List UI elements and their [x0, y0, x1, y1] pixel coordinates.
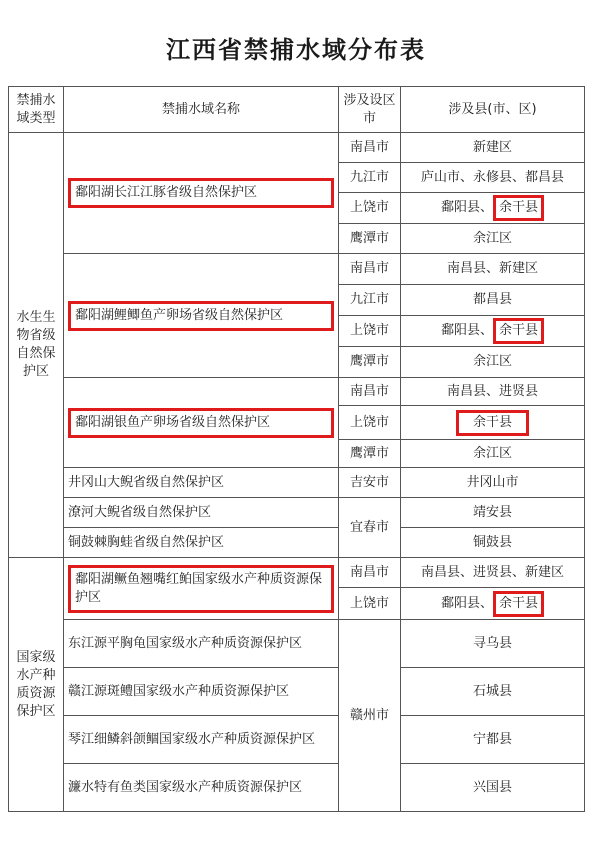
city-cell: 九江市	[339, 285, 401, 316]
type-cell-nature: 水生生物省级自然保护区	[9, 133, 64, 558]
city-cell: 鹰潭市	[339, 347, 401, 378]
county-text: 鄱阳县、	[440, 595, 493, 611]
zone-name-cell: 东江源平胸龟国家级水产种质资源保护区	[64, 620, 339, 668]
county-cell: 余江区	[401, 347, 585, 378]
county-cell: 南昌县、新建区	[401, 254, 585, 285]
zone-name-cell	[64, 133, 339, 254]
table-row	[9, 668, 585, 716]
city-cell: 南昌市	[339, 254, 401, 285]
page-title: 江西省禁捕水域分布表	[166, 35, 426, 64]
prohibited-waters-table	[8, 86, 585, 812]
city-cell: 鹰潭市	[339, 440, 401, 468]
county-cell: 铜鼓县	[401, 528, 585, 558]
county-cell: 南昌县、进贤县	[401, 378, 585, 406]
county-text: 鄱阳县、	[440, 200, 493, 215]
county-cell: 兴国县	[401, 764, 585, 812]
city-cell: 上饶市	[339, 193, 401, 224]
city-cell: 上饶市	[339, 316, 401, 347]
county-cell: 新建区	[401, 133, 585, 163]
city-cell: 上饶市	[339, 588, 401, 620]
zone-name-cell	[64, 558, 339, 620]
table-row	[9, 133, 585, 163]
city-cell: 九江市	[339, 163, 401, 193]
city-cell: 赣州市	[339, 620, 401, 812]
county-cell: 余江区	[401, 440, 585, 468]
county-cell: 南昌县、进贤县、新建区	[401, 558, 585, 588]
type-cell-germplasm: 国家级水产种质资源保护区	[9, 558, 64, 812]
zone-name-highlight: 鄱阳湖鲤鲫鱼产卵场省级自然保护区	[68, 301, 334, 331]
zone-name-cell: 潦河大鲵省级自然保护区	[64, 498, 339, 528]
county-cell: 余江区	[401, 224, 585, 254]
city-cell: 南昌市	[339, 133, 401, 163]
city-cell: 南昌市	[339, 558, 401, 588]
county-highlight: 余干县	[456, 410, 529, 436]
county-cell	[401, 316, 585, 347]
county-cell	[401, 588, 585, 620]
zone-name-highlight: 鄱阳湖长江江豚省级自然保护区	[68, 178, 334, 208]
zone-name-cell: 井冈山大鲵省级自然保护区	[64, 468, 339, 498]
zone-name-cell	[64, 254, 339, 378]
county-highlight: 余干县	[493, 591, 544, 617]
city-cell: 上饶市	[339, 406, 401, 440]
header-type: 禁捕水域类型	[9, 87, 64, 133]
county-cell: 宁都县	[401, 716, 585, 764]
header-city: 涉及设区市	[339, 87, 401, 133]
table-row	[9, 620, 585, 668]
county-highlight: 余干县	[493, 195, 544, 221]
table-row	[9, 378, 585, 406]
city-cell: 宜春市	[339, 498, 401, 558]
county-text: 鄱阳县、	[440, 323, 493, 338]
table-header-row	[9, 87, 585, 133]
header-name: 禁捕水域名称	[64, 87, 339, 133]
zone-name-highlight: 鄱阳湖银鱼产卵场省级自然保护区	[68, 408, 334, 438]
table-row	[9, 764, 585, 812]
county-cell: 井冈山市	[401, 468, 585, 498]
zone-name-highlight: 鄱阳湖鳜鱼翘嘴红鲌国家级水产种质资源保护区	[68, 565, 334, 613]
county-cell	[401, 406, 585, 440]
city-cell: 鹰潭市	[339, 224, 401, 254]
county-cell: 都昌县	[401, 285, 585, 316]
county-cell: 庐山市、永修县、都昌县	[401, 163, 585, 193]
table-row	[9, 716, 585, 764]
zone-name-cell: 琴江细鳞斜颌鲴国家级水产种质资源保护区	[64, 716, 339, 764]
county-cell	[401, 193, 585, 224]
zone-name-cell: 濂水特有鱼类国家级水产种质资源保护区	[64, 764, 339, 812]
table-row	[9, 254, 585, 285]
table-row	[9, 498, 585, 528]
table-row	[9, 558, 585, 588]
zone-name-cell: 赣江源斑鳢国家级水产种质资源保护区	[64, 668, 339, 716]
county-cell: 靖安县	[401, 498, 585, 528]
table-row	[9, 468, 585, 498]
county-cell: 石城县	[401, 668, 585, 716]
table-row	[9, 528, 585, 558]
header-county: 涉及县(市、区)	[401, 87, 585, 133]
city-cell: 南昌市	[339, 378, 401, 406]
zone-name-cell: 铜鼓棘胸蛙省级自然保护区	[64, 528, 339, 558]
county-highlight: 余干县	[493, 318, 544, 344]
county-cell: 寻乌县	[401, 620, 585, 668]
zone-name-cell	[64, 378, 339, 468]
city-cell: 吉安市	[339, 468, 401, 498]
